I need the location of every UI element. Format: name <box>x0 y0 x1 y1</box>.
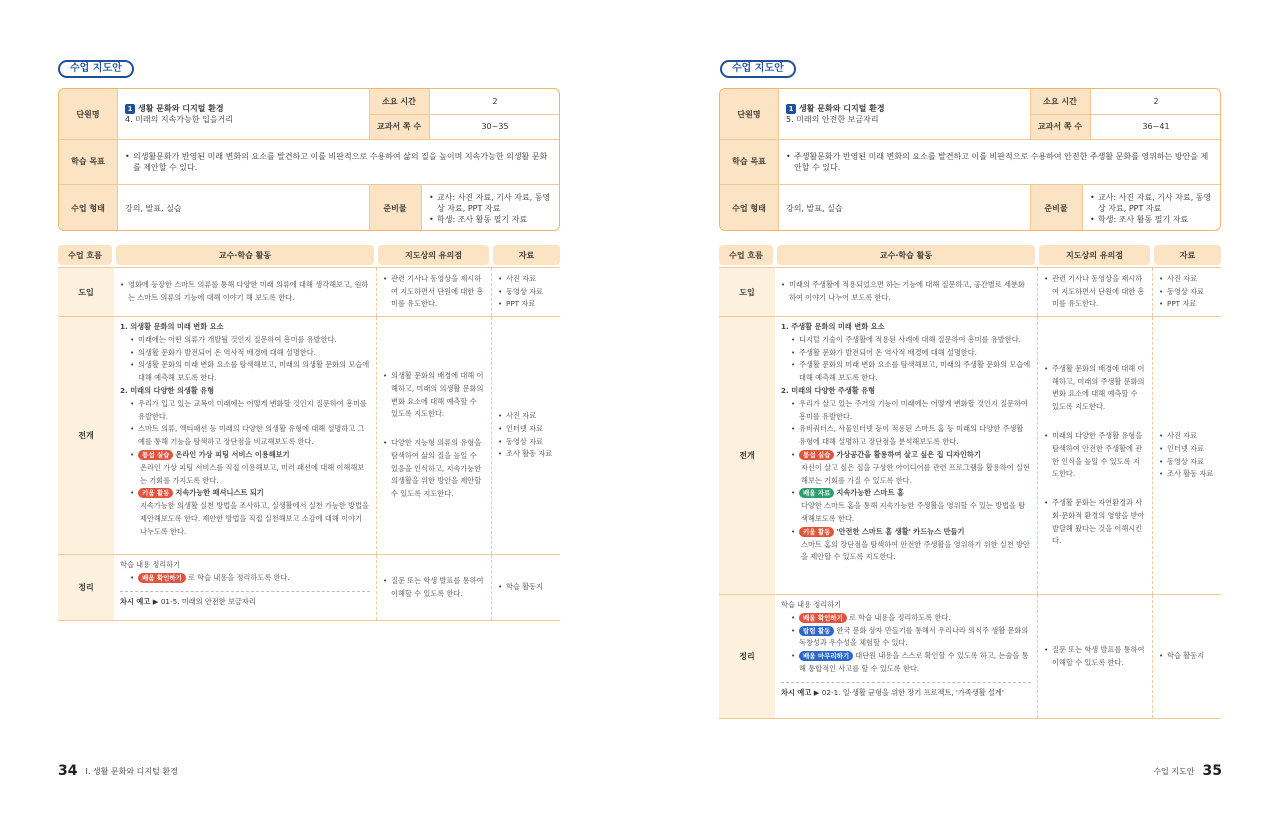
preview-text: 01-5. 미래의 안전한 보금자리 <box>160 596 256 606</box>
intro-activity: • 미래의 주생활에 적용되었으면 하는 기능에 대해 질문하고, 공간별로 세분화하여 이야기 나누어 보도록 한다. <box>781 279 1031 305</box>
intro-material: • 동영상 자료 <box>1159 286 1215 299</box>
summary-material: • 학습 활동지 <box>1159 650 1215 663</box>
dev-note: • 의생활 문화의 배경에 대해 이해하고, 미래의 의생활 문화의 변화 요소에 대해 예측할 수 있도록 지도한다. <box>383 370 485 421</box>
stage-intro: 도입 <box>58 268 114 316</box>
preview-label: 차시 예고 <box>120 596 151 606</box>
summary-tag-text: 한국 문화 상자 만들기를 통해서 우리나라 의식주 생활 문화의 독창성과 우수성을 체험할 수 있다. <box>799 625 1029 648</box>
dev-item: • 스마트 의류, 액티패션 등 미래의 다양한 의생활 유형에 대해 설명하고 그 예를 통해 기능을 탐색하고 장단점을 비교해보도록 한다. <box>130 423 370 449</box>
time-value: 2 <box>1153 97 1159 106</box>
info-table <box>58 88 560 231</box>
prep-label: 준비물 <box>1030 184 1082 231</box>
header-activity: 교수·학습 활동 <box>777 245 1035 265</box>
page-label: 교과서 쪽 수 <box>369 114 429 139</box>
tag-badge: 배움 마무리하기 <box>799 651 853 661</box>
tag-badge: 키움 활동 <box>799 527 834 537</box>
form-label: 수업 형태 <box>59 184 117 231</box>
intro-row <box>719 267 1221 317</box>
summary-note: • 질문 또는 학생 발표를 통하여 이해할 수 있도록 한다. <box>1044 644 1146 670</box>
section-pill: 수업 지도안 <box>58 60 134 78</box>
dev-item: • 주생활 문화가 발전되어 온 역사적 배경에 대해 설명한다. <box>791 347 1031 360</box>
time-label: 소요 시간 <box>369 89 429 114</box>
tag-badge: 키움 활동 <box>138 488 173 498</box>
tag-title: '안전한 스마트 홈 생활' 카드뉴스 만들기 <box>836 526 965 536</box>
dev-note: • 미래의 다양한 주생활 유형을 탐색하여 안전한 주생활에 관한 인식을 높일 수 있도록 지도한다. <box>1044 430 1146 481</box>
unit-title: 생활 문화와 디지털 환경 <box>799 104 885 113</box>
section-pill: 수업 지도안 <box>720 60 796 78</box>
preview-text: 02-1. 일·생활 균형을 위한 장기 프로젝트, '가족생활 설계' <box>821 687 1004 697</box>
goal-text: • 의생활문화가 반영된 미래 변화의 요소를 발견하고 이를 비판적으로 수용하여 삶의 질을 높이며 지속가능한 의생활 문화를 제안할 수 있다. <box>125 151 553 173</box>
prep-item: • 교사: 사진 자료, 기사 자료, 동영상 자료, PPT 자료 <box>429 192 553 214</box>
dev-heading-2: 2. 미래의 다양한 주생활 유형 <box>781 385 876 395</box>
page-number: 35 <box>1202 763 1222 779</box>
development-row <box>719 317 1221 595</box>
dev-item: • 우리가 입고 있는 교복이 미래에는 어떻게 변화할 것인지 질문하여 흥미를 유발한다. <box>130 398 370 424</box>
dev-item: • 의생활 문화가 발전되어 온 역사적 배경에 대해 설명한다. <box>130 347 370 360</box>
summary-material: • 학습 활동지 <box>498 581 554 594</box>
stage-summary: 정리 <box>58 555 114 620</box>
tag-text: 스마트 홈의 장단점을 탐색하여 안전한 주생활을 영위하기 위한 실천 방안을 제안할 수 있도록 지도한다. <box>801 539 1030 562</box>
header-stage: 수업 흐름 <box>58 245 112 265</box>
header-stage: 수업 흐름 <box>719 245 773 265</box>
info-table <box>719 88 1221 231</box>
intro-row <box>58 267 560 317</box>
tag-badge: 통섭 실습 <box>799 450 834 460</box>
development-row <box>58 317 560 555</box>
page-label: 교과서 쪽 수 <box>1030 114 1090 139</box>
unit-subtitle: 4. 미래의 지속가능한 입을거리 <box>125 115 233 124</box>
prep-value <box>1082 184 1221 231</box>
time-value: 2 <box>492 97 498 106</box>
dev-material: • 인터넷 자료 <box>498 423 554 436</box>
page-number: 34 <box>58 763 78 779</box>
dev-heading-2: 2. 미래의 다양한 의생활 유형 <box>120 385 215 395</box>
dev-item: • 우리가 살고 있는 주거의 기능이 미래에는 어떻게 변화할 것인지 질문하여 흥미를 유발한다. <box>791 398 1031 424</box>
dev-item: • 주생활 문화의 미래 변화 요소를 탐색해보고, 미래의 주생활 문화의 모습에 대해 예측해 보도록 한다. <box>791 359 1031 385</box>
prep-item: • 학생: 조사 활동 필기 자료 <box>1090 214 1214 225</box>
goal-label: 학습 목표 <box>720 139 778 184</box>
dev-heading-1: 1. 주생활 문화의 미래 변화 요소 <box>781 322 885 331</box>
header-material: 자료 <box>493 245 560 265</box>
goal-text: • 주생활문화가 반영된 미래 변화의 요소를 발견하고 이를 비판적으로 수용하여 안전한 주생활 문화를 영위하는 방안을 제안할 수 있다. <box>786 151 1214 173</box>
prep-item: • 교사: 사진 자료, 기사 자료, 동영상 자료, PPT 자료 <box>1090 192 1214 214</box>
footer-text: 수업 지도안 <box>1153 766 1195 776</box>
summary-head: 학습 내용 정리하기 <box>120 560 181 569</box>
prep-item: • 학생: 조사 활동 필기 자료 <box>429 214 553 225</box>
dev-item: • 미래에는 어떤 의류가 개발될 것인지 질문하여 흥미를 유발한다. <box>130 334 370 347</box>
form-value: 강의, 발표, 실습 <box>786 203 843 213</box>
goal-label: 학습 목표 <box>59 139 117 184</box>
preview-label: 차시 예고 <box>781 687 812 697</box>
header-note: 지도상의 유의점 <box>1039 245 1150 265</box>
summary-note: • 질문 또는 학생 발표를 통하여 이해할 수 있도록 한다. <box>383 575 485 601</box>
summary-tag-text: 로 학습 내용을 정리하도록 한다. <box>187 572 290 582</box>
tag-title: 가상공간을 활용하여 살고 싶은 집 디자인하기 <box>836 449 981 459</box>
footer <box>1153 763 1222 779</box>
intro-material: • 동영상 자료 <box>498 286 554 299</box>
header-note: 지도상의 유의점 <box>378 245 489 265</box>
dev-item: • 디지털 기술이 주생활에 적용된 사례에 대해 질문하여 흥미를 유발한다. <box>791 334 1031 347</box>
intro-note: • 관련 기사나 동영상을 제시하여 지도하면서 단원에 대한 흥미를 유도한다. <box>383 273 485 311</box>
unit-number-badge: 1 <box>786 104 796 114</box>
intro-material: • 사진 자료 <box>498 273 554 286</box>
intro-material: • PPT 자료 <box>1159 298 1215 311</box>
unit-value <box>778 89 1030 139</box>
dev-item: • 유비쿼터스, 사물인터넷 등이 적용된 스마트 홈 등 미래의 다양한 주생활 유형에 대해 설명하고 장단점을 분석해보도록 한다. <box>791 423 1031 449</box>
summary-head: 학습 내용 정리하기 <box>781 600 842 609</box>
stage-development: 전개 <box>58 317 114 554</box>
tag-text: 다양한 스마트 홈을 통해 지속가능한 주생활을 영위할 수 있는 방법을 탐색해보도록 한다. <box>801 501 1026 523</box>
header-material: 자료 <box>1154 245 1221 265</box>
right-page <box>640 0 1280 814</box>
footer <box>58 763 178 779</box>
unit-value <box>117 89 369 139</box>
intro-activity: • 영화에 등장한 스마트 의류를 통해 다양한 미래 의류에 대해 생각해보고, 원하는 스마트 의류의 기능에 대해 이야기 해 보도록 한다. <box>120 279 370 305</box>
intro-note: • 관련 기사나 동영상을 제시하여 지도하면서 단원에 대한 흥미를 유도한다. <box>1044 273 1146 311</box>
stage-development: 전개 <box>719 317 775 594</box>
dev-material: • 동영상 자료 <box>498 436 554 449</box>
dev-material: • 사진 자료 <box>1159 430 1215 443</box>
dev-note: • 다양한 지능형 의류의 유형을 탐색하여 삶의 질을 높일 수 있음을 인식하고, 지속가능한 의생활을 위한 방안을 제안할 수 있도록 지도한다. <box>383 437 485 501</box>
intro-material: • PPT 자료 <box>498 298 554 311</box>
summary-row: 정리 학습 내용 정리하기 • 배움 확인하기 로 학습 내용을 정리하도록 한다. 차시 예고 ▶ 01-5. 미래의 안전한 보금자리 • 질문 또는 학생 발표를 통하여 이해할 수 있도록 한다. • 학습 활동지 <box>58 555 560 621</box>
time-label: 소요 시간 <box>1030 89 1090 114</box>
dev-heading-1: 1. 의생활 문화의 미래 변화 요소 <box>120 322 224 331</box>
page-value: 36~41 <box>1142 122 1170 131</box>
tag-title: 지속가능한 패셔니스트 되기 <box>175 488 264 498</box>
stage-intro: 도입 <box>719 268 775 316</box>
goal-value <box>117 139 560 184</box>
summary-row: 정리 학습 내용 정리하기 • 배움 확인하기 로 학습 내용을 정리하도록 한다. • 탐험 활동 한국 문화 상자 만들기를 통해서 우리나라 의식주 생활 문화의 독창성과 우수성을 체험할 수 있다. • 배움 마무리하기 대단원 내용을 스스로 확인할 수 있도록 하고, 논술을 통해 통합적인 사고를 할 수 있도록 한다. 차시 예고 ▶ 02-1. 일·생활 균형을 위한 장기 프로젝트, '가족생활 설계' • 질문 또는 학생 발표를 통하여 이해할 수 있도록 한다. • 학습 활동지 <box>719 595 1221 719</box>
footer-text: I. 생활 문화와 디지털 환경 <box>85 766 178 776</box>
tag-text: 자신이 살고 싶은 집을 구상한 아이디어를 관련 프로그램을 활용하여 실현해보는 기회를 가질 수 있도록 한다. <box>801 462 1030 485</box>
unit-label: 단원명 <box>59 89 117 139</box>
dev-note: • 주생활 문화는 자연환경과 사회·문화적 환경의 영향을 받아 발달해 왔다는 것을 이해시킨다. <box>1044 497 1146 548</box>
unit-number-badge: 1 <box>125 104 135 114</box>
goal-value <box>778 139 1221 184</box>
summary-tag-text: 로 학습 내용을 정리하도록 한다. <box>848 612 951 622</box>
prep-value <box>421 184 560 231</box>
unit-label: 단원명 <box>720 89 778 139</box>
dev-material: • 조사 활동 자료 <box>498 448 554 461</box>
tag-title: 지속가능한 스마트 홈 <box>836 488 904 498</box>
unit-title: 생활 문화와 디지털 환경 <box>138 104 224 113</box>
tag-text: 지속가능한 의생활 실천 방법을 조사하고, 실생활에서 실천 가능한 방법을 제안해보도록 한다. 제안한 방법을 직접 실천해보고 소감에 대해 이야기 나누도록 한다. <box>140 501 369 536</box>
tag-badge: 배움 자료 <box>799 488 834 498</box>
stage-summary: 정리 <box>719 595 775 718</box>
form-value: 강의, 발표, 실습 <box>125 203 182 213</box>
prep-label: 준비물 <box>369 184 421 231</box>
tag-badge: 통섭 실습 <box>138 450 173 460</box>
dev-note: • 주생활 문화의 배경에 대해 이해하고, 미래의 주생활 문화의 변화 요소에 대해 예측할 수 있도록 지도한다. <box>1044 363 1146 414</box>
dev-material: • 사진 자료 <box>498 410 554 423</box>
tag-text: 온라인 가상 피팅 서비스를 직접 이용해보고, 미러 패션에 대해 이해해보는 기회를 가지도록 한다. <box>140 462 365 485</box>
tag-badge: 탐험 활동 <box>799 626 834 636</box>
dev-item: • 의생활 문화의 미래 변화 요소를 탐색해보고, 미래의 의생활 문화의 모습에 대해 예측해 보도록 한다. <box>130 359 370 385</box>
intro-material: • 사진 자료 <box>1159 273 1215 286</box>
unit-subtitle: 5. 미래의 안전한 보금자리 <box>786 115 879 124</box>
summary-tag-text: 대단원 내용을 스스로 확인할 수 있도록 하고, 논술을 통해 통합적인 사고를 할 수 있도록 한다. <box>799 651 1029 673</box>
tag-title: 온라인 가상 피팅 서비스 이용해보기 <box>175 449 290 459</box>
header-activity: 교수·학습 활동 <box>116 245 374 265</box>
tag-badge: 배움 확인하기 <box>799 613 847 623</box>
page-value: 30~35 <box>481 122 509 131</box>
dev-material: • 조사 활동 자료 <box>1159 468 1215 481</box>
form-label: 수업 형태 <box>720 184 778 231</box>
tag-badge: 배움 확인하기 <box>138 573 186 583</box>
dev-material: • 인터넷 자료 <box>1159 443 1215 456</box>
dev-material: • 동영상 자료 <box>1159 456 1215 469</box>
